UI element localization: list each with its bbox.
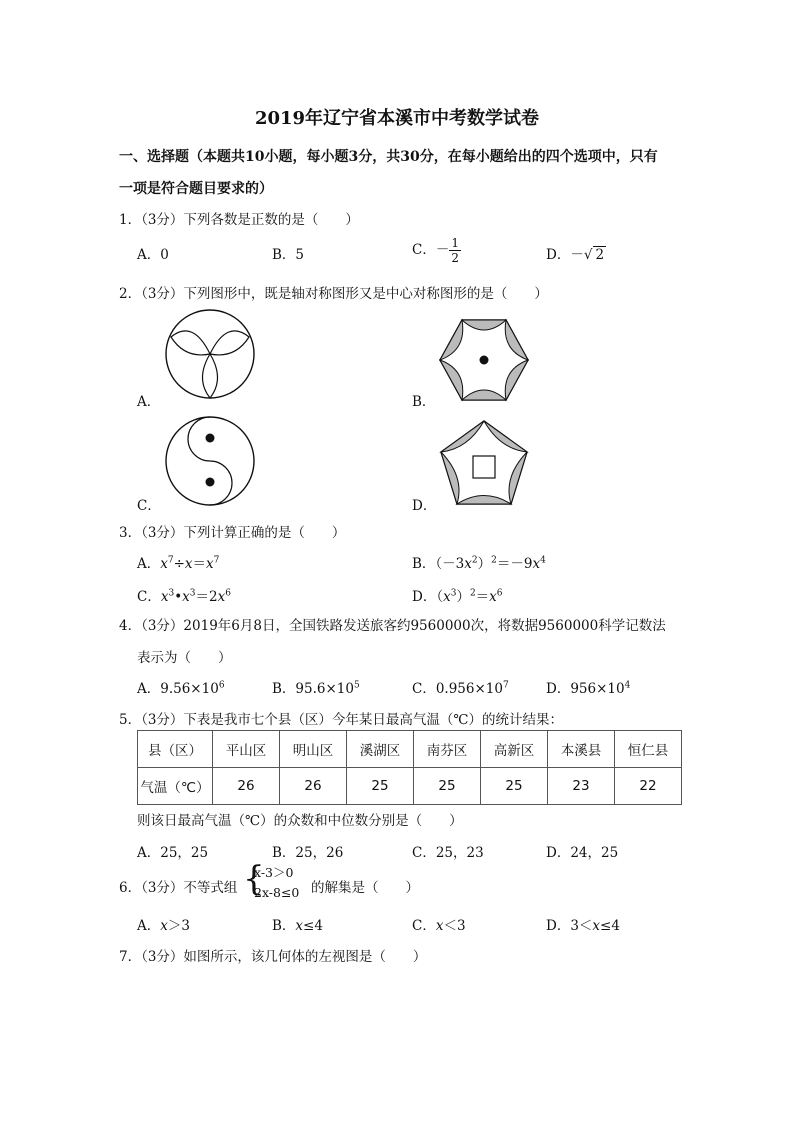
table-cell: 22	[615, 768, 682, 805]
q1-option-a: A．0	[137, 247, 169, 263]
q2-option-b-label: B．	[412, 394, 436, 410]
table-cell: 南芬区	[414, 731, 481, 768]
table-cell: 平山区	[213, 731, 280, 768]
q3-stem: 3．（3分）下列计算正确的是（ ）	[119, 525, 346, 541]
exponent: 3	[168, 588, 175, 599]
table-cell: 本溪县	[548, 731, 615, 768]
option-text: D．3＜	[546, 918, 593, 934]
table-cell: 25	[347, 768, 414, 805]
option-text: ＝2	[195, 589, 218, 605]
operator: •	[174, 589, 183, 605]
option-text: B．（－3	[412, 556, 465, 572]
variable: x	[184, 556, 193, 572]
q5-option-c: C．25，23	[412, 845, 484, 861]
table-cell: 县（区）	[138, 731, 213, 768]
operator: ＝	[475, 589, 490, 605]
q4-stem-line2: 表示为（ ）	[137, 650, 232, 666]
table-cell: 恒仁县	[615, 731, 682, 768]
variable: x	[182, 589, 190, 605]
q6-option-c	[412, 914, 466, 934]
exponent: 6	[496, 588, 503, 599]
exponent: 5	[353, 680, 360, 691]
table-cell: 23	[548, 768, 615, 805]
variable: x	[160, 589, 169, 605]
table-cell: 25	[414, 768, 481, 805]
q3-option-c	[137, 585, 231, 605]
option-text: D．（	[412, 589, 444, 605]
variable: x	[295, 918, 304, 934]
q1-option-d	[546, 243, 606, 263]
option-text: ＝－9	[496, 556, 533, 572]
option-letter: C．	[137, 589, 161, 605]
q4-option-c	[412, 677, 509, 697]
table-cell: 高新区	[481, 731, 548, 768]
fraction	[449, 236, 461, 265]
table-cell: 明山区	[280, 731, 347, 768]
exponent: 4	[540, 555, 546, 566]
inequality-2: 2x-8≤0	[254, 885, 300, 900]
option-letter: C．	[412, 918, 436, 934]
option-text: ＞3	[167, 918, 190, 934]
sqrt-radicand: 2	[595, 247, 605, 263]
q6-option-a	[137, 914, 190, 934]
option-letter: B．	[272, 918, 296, 934]
option-letter: A．	[137, 918, 161, 934]
variable: x	[206, 556, 214, 572]
q5-follow-text: 则该日最高气温（℃）的众数和中位数分别是（ ）	[137, 813, 463, 829]
q4-option-d	[546, 677, 630, 697]
table-cell: 25	[481, 768, 548, 805]
q5-stem: 5．（3分）下表是我市七个县（区）今年某日最高气温（℃）的统计结果：	[119, 712, 564, 728]
option-text: ）	[456, 589, 470, 605]
section-heading-line2: 一项是符合题目要求的）	[119, 181, 273, 197]
table-header-row	[138, 731, 682, 768]
exponent: 6	[218, 680, 225, 691]
pentagon-figure	[438, 419, 530, 507]
option-text: ）	[477, 556, 492, 572]
variable: x	[435, 918, 444, 934]
option-text: D．956×10	[546, 681, 625, 697]
q6-option-b	[272, 914, 323, 934]
table-cell: 气温（℃）	[138, 768, 213, 805]
exponent: 2	[469, 588, 476, 599]
option-text: ≤4	[303, 918, 323, 934]
option-text: B．95.6×10	[272, 681, 354, 697]
sqrt-icon: √	[583, 247, 593, 263]
q3-option-d	[412, 585, 503, 605]
yin-yang-figure	[163, 414, 257, 508]
exponent: 3	[450, 588, 457, 599]
exponent: 7	[502, 680, 509, 691]
exponent: 2	[491, 555, 497, 566]
q2-stem: 2．（3分）下列图形中，既是轴对称图形又是中心对称图形的是（ ）	[119, 286, 548, 302]
inequality-1: x-3＞0	[254, 865, 294, 880]
q6-option-d	[546, 914, 620, 934]
q2-option-a-label: A．	[137, 394, 161, 410]
q5-option-d: D．24，25	[546, 845, 619, 861]
exponent: 7	[213, 555, 220, 566]
q1-stem: 1．（3分）下列各数是正数的是（ ）	[119, 212, 359, 228]
page-title: 2019年辽宁省本溪市中考数学试卷	[254, 108, 540, 129]
three-petal-circle-figure	[163, 307, 257, 401]
fraction-denominator: 2	[451, 251, 459, 265]
q3-option-a	[137, 552, 219, 572]
q4-stem-line1: 4．（3分）2019年6月8日，全国铁路发送旅客约9560000次，将数据9560000科学记数法	[119, 618, 666, 634]
q7-stem: 7．（3分）如图所示，该几何体的左视图是（ ）	[119, 949, 427, 965]
hexagon-figure	[438, 318, 530, 402]
variable: x	[217, 589, 226, 605]
option-text: ＜3	[443, 918, 466, 934]
q5-option-b: B．25，26	[272, 845, 344, 861]
q1-option-c-prefix: C．－	[412, 242, 450, 258]
variable: x	[464, 556, 472, 572]
table-cell: 26	[213, 768, 280, 805]
variable: x	[160, 918, 168, 934]
q3-option-b	[412, 552, 546, 572]
temperature-table	[137, 730, 682, 805]
left-brace-icon: {	[243, 859, 265, 899]
q6-stem-prefix: 6．（3分）不等式组	[119, 880, 238, 896]
q4-option-b	[272, 677, 360, 697]
operator: ÷	[173, 556, 185, 572]
section-heading-line1: 一、选择题（本题共10小题，每小题3分，共30分，在每小题给出的四个选项中，只有	[119, 149, 658, 165]
q4-option-a	[137, 677, 225, 697]
option-text: ≤4	[600, 918, 620, 934]
variable: x	[592, 918, 601, 934]
exponent: 6	[225, 588, 231, 599]
q1-option-c	[412, 236, 461, 265]
q2-option-c-label: C．	[137, 498, 161, 514]
q5-option-a: A．25，25	[137, 845, 209, 861]
table-cell: 26	[280, 768, 347, 805]
option-text: C．0.956×10	[412, 681, 503, 697]
exponent: 7	[167, 555, 174, 566]
variable: x	[443, 589, 451, 605]
q6-stem-suffix: 的解集是（ ）	[311, 880, 419, 896]
exponent: 3	[189, 588, 196, 599]
option-letter: A．	[137, 556, 161, 572]
variable: x	[532, 556, 541, 572]
variable: x	[489, 589, 497, 605]
exponent: 4	[624, 680, 631, 691]
table-row	[138, 768, 682, 805]
option-text: A．9.56×10	[137, 681, 219, 697]
exponent: 2	[471, 555, 478, 566]
q2-option-d-label: D．	[412, 498, 437, 514]
fraction-numerator: 1	[451, 236, 459, 250]
q1-option-b: B．5	[272, 247, 305, 263]
variable: x	[160, 556, 168, 572]
table-cell: 溪湖区	[347, 731, 414, 768]
operator: ＝	[192, 556, 207, 572]
q1-option-d-prefix: D．－	[546, 247, 584, 263]
